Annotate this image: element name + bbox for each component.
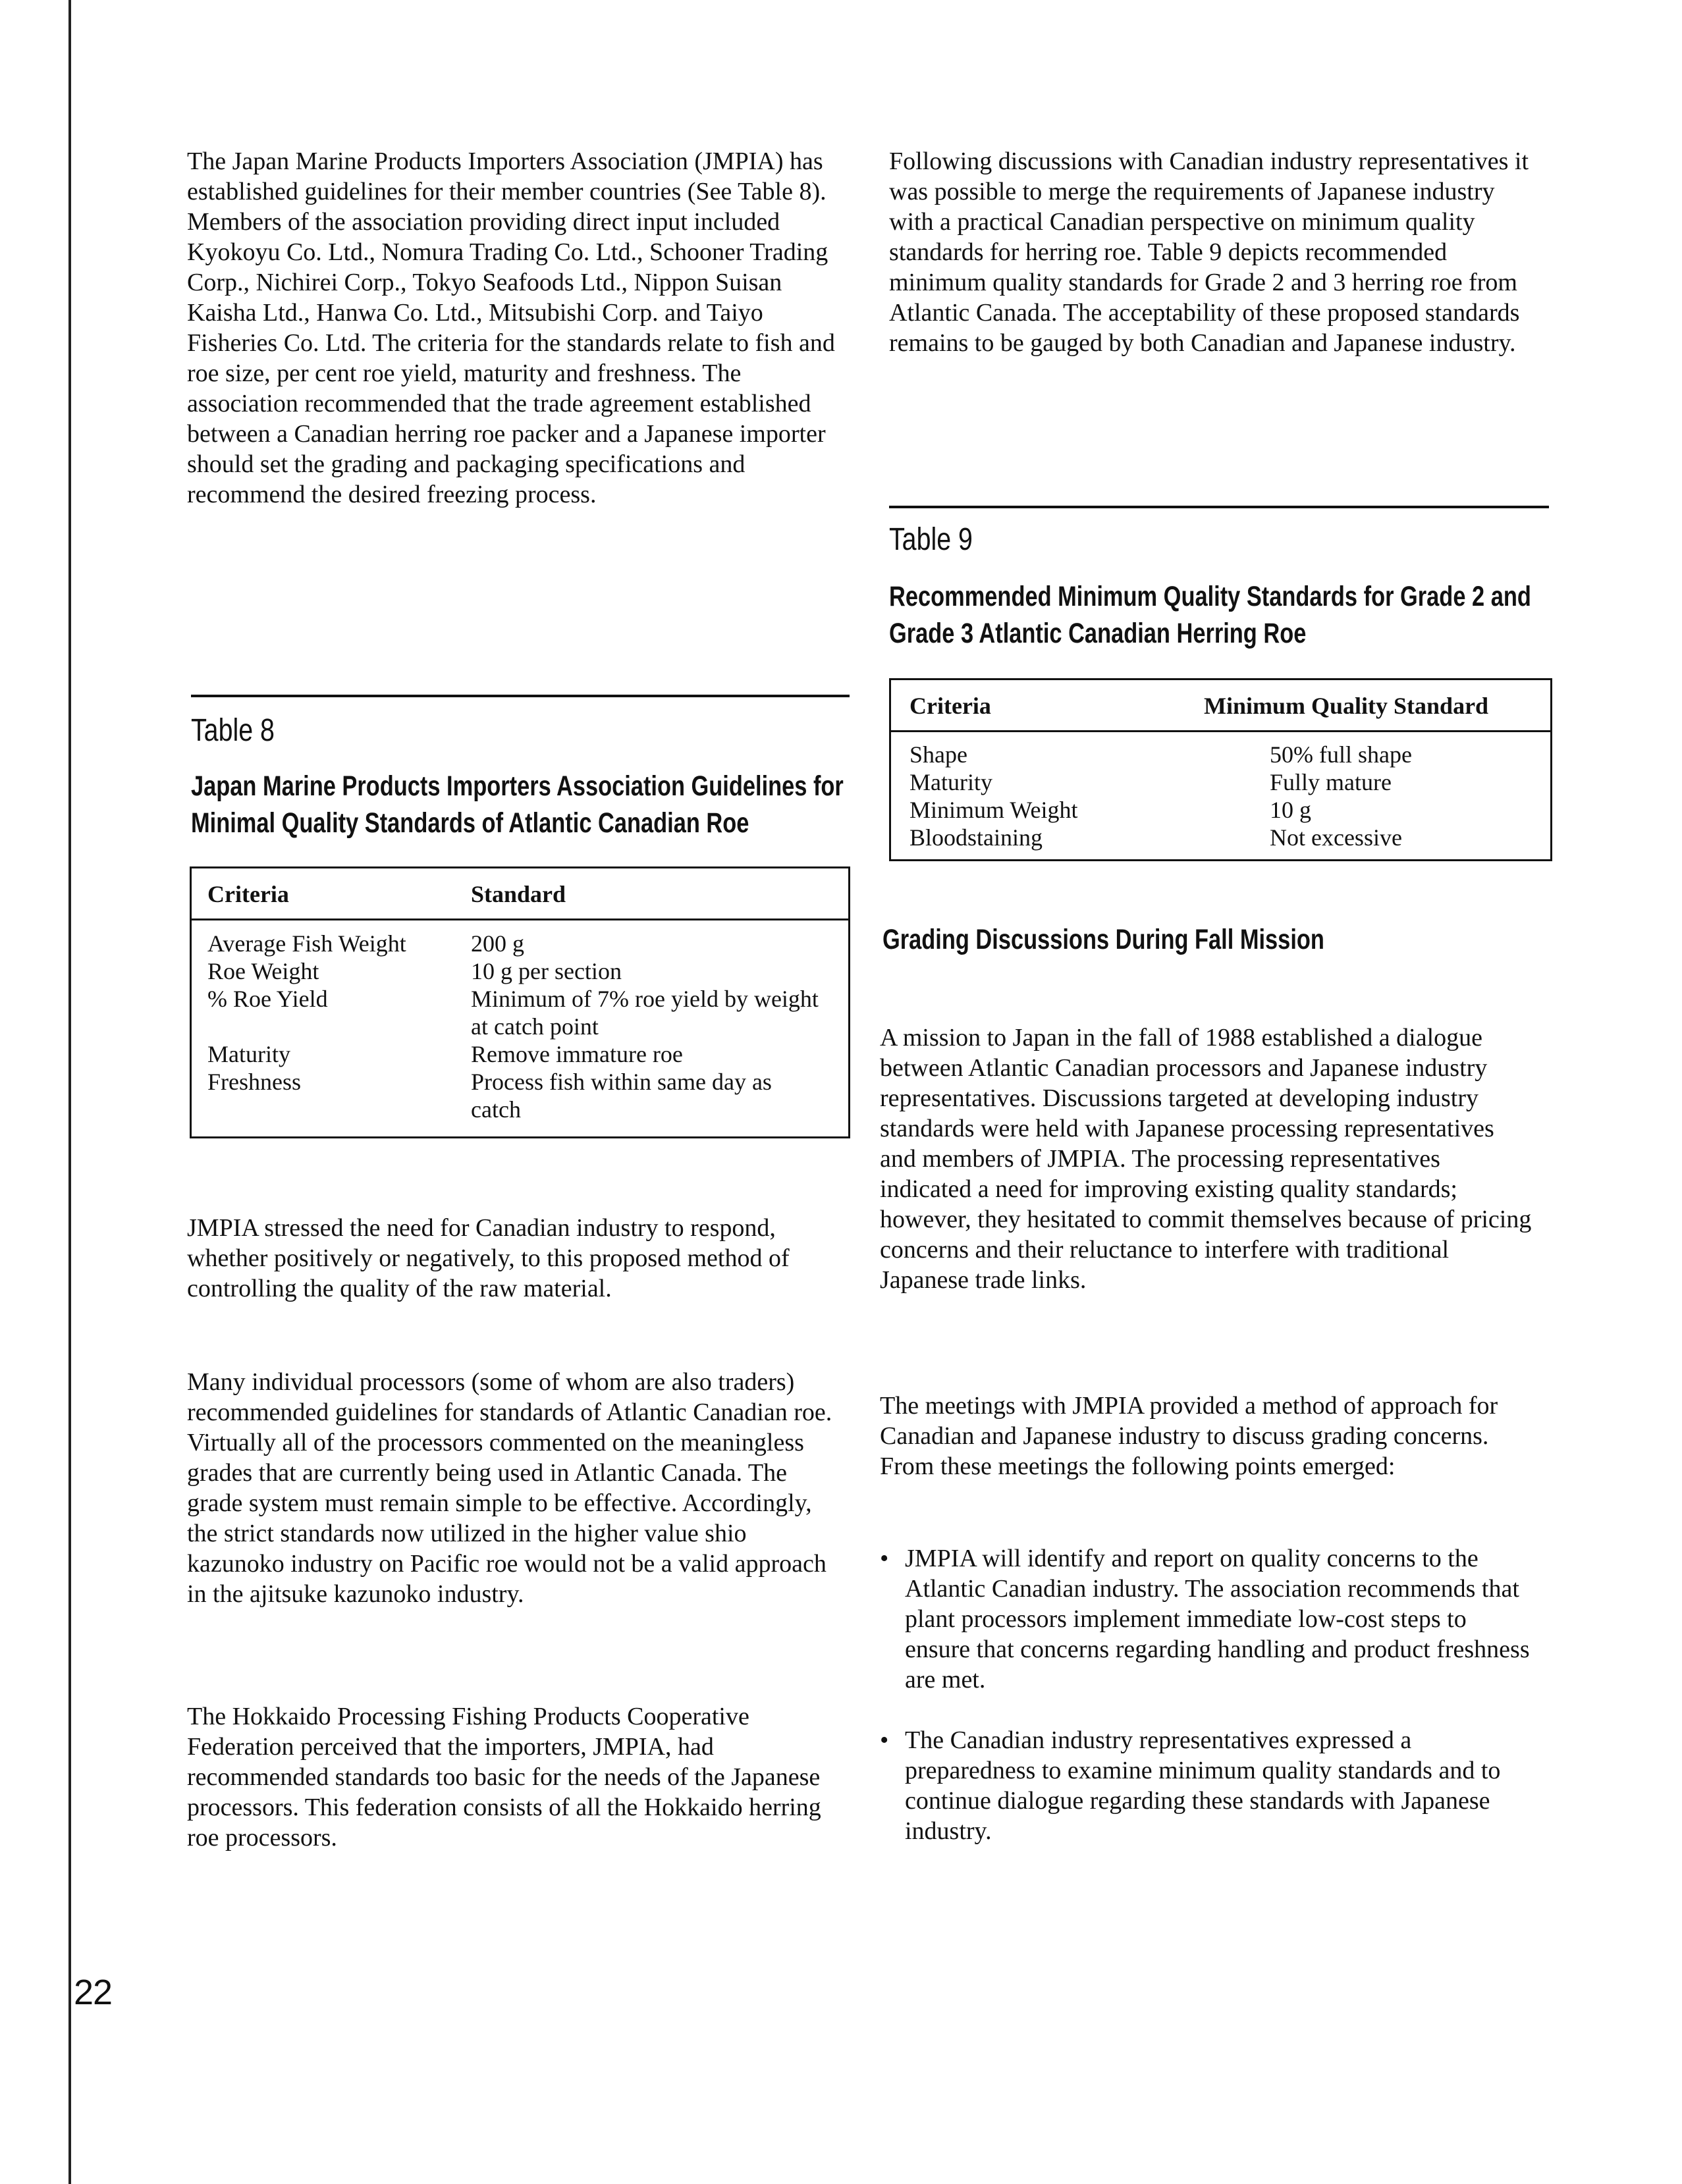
table9-header-standard: Minimum Quality Standard [1204, 693, 1489, 719]
table9-cell-standard: 50% full shape [1270, 741, 1412, 768]
table8-cell-criteria: Roe Weight [207, 958, 319, 984]
right-paragraph-3-block [880, 1391, 1532, 1481]
table9-top-rule [889, 506, 1549, 508]
page-number: 22 [74, 1973, 113, 2012]
bullet-icon: • [880, 1726, 889, 1754]
table8-cell-criteria: Freshness [207, 1069, 301, 1095]
table8 [190, 866, 850, 1138]
page-margin-rule [68, 0, 71, 2184]
left-paragraph-2: JMPIA stressed the need for Canadian industry to respond, whether positively or negatively, to this proposed method of controlling the quality of the raw material. [187, 1214, 790, 1302]
right-paragraph-1: Following discussions with Canadian industry representatives it was possible to merge the requirements of Japanese industry with a practical Canadian perspective on minimum quality standards for herring roe. Table 9 depicts recommended minimum quality standards for Grade 2 and 3 herring roe from Atlantic Canada. The acceptability of these proposed standards remains to be gauged by both Canadian and Japanese industry. [889, 147, 1529, 357]
left-paragraph-1: The Japan Marine Products Importers Association (JMPIA) has established guidelines for their member countries (See Table 8). Members of the association providing direct input included Kyokoyu Co. Ltd., Nomura Trading Co. Ltd., Schooner Trading Corp., Nichirei Corp., Tokyo Seafoods Ltd., Nippon Suisan Kaisha Ltd., Hanwa Co. Ltd., Mitsubishi Corp. and Taiyo Fisheries Co. Ltd. The criteria for the standards relate to fish and roe size, per cent roe yield, maturity and freshness. The association recommended that the trade agreement established between a Canadian herring roe packer and a Japanese importer should set the grading and packaging specifications and recommend the desired freezing process. [187, 147, 835, 508]
table9-header-criteria: Criteria [909, 693, 991, 719]
bullet-item [880, 1543, 1532, 1695]
table9-header-row [891, 680, 1550, 732]
table8-header-row [192, 868, 848, 920]
left-paragraph-4-block [187, 1701, 846, 1853]
table8-top-rule [191, 695, 850, 697]
bullet-item [880, 1725, 1532, 1846]
table9-cell-criteria: Maturity [909, 769, 992, 795]
right-intro-paragraph-block [889, 146, 1534, 358]
left-intro-paragraph-block [187, 146, 846, 510]
table9-cell-standard: 10 g [1270, 797, 1311, 823]
table8-cell-criteria: Maturity [207, 1041, 290, 1067]
right-paragraph-2: A mission to Japan in the fall of 1988 established a dialogue between Atlantic Canadian processors and Japanese industry representatives. Discussions targeted at developing industry standards were held with Japanese processing representatives and members of JMPIA. The processing representatives indicated a need for improving existing quality standards; however, they hesitated to commit themselves because of pricing concerns and their reluctance to interfere with traditional Japanese trade links. [880, 1024, 1532, 1294]
right-paragraph-2-block [880, 1023, 1532, 1295]
left-paragraph-3-block [187, 1367, 846, 1609]
table8-cell-criteria: % Roe Yield [207, 986, 328, 1012]
right-paragraph-3: The meetings with JMPIA provided a method of approach for Canadian and Japanese industry to discuss grading concerns. From these meetings the following points emerged: [880, 1392, 1498, 1480]
table8-cell-standard: Remove immature roe [471, 1041, 683, 1067]
table8-cell-standard: 10 g per section [471, 958, 622, 984]
table9-cell-criteria: Bloodstaining [909, 824, 1043, 851]
table9 [889, 678, 1552, 861]
table9-label: Table 9 [889, 522, 973, 557]
left-paragraph-3: Many individual processors (some of whom are also traders) recommended guidelines for standards of Atlantic Canadian roe. Virtually all of the processors commented on the meaningless grades that are currently being used in Atlantic Canada. The grade system must remain simple to be effective. Accordingly, the strict standards now utilized in the higher value shio kazunoko industry on Pacific roe would not be a valid approach in the ajitsuke kazunoko industry. [187, 1368, 832, 1608]
table9-cell-standard: Not excessive [1270, 824, 1402, 851]
table9-title: Recommended Minimum Quality Standards for Grade 2 and Grade 3 Atlantic Canadian Herring Roe [889, 581, 1531, 649]
bullet-list [880, 1543, 1532, 1877]
table8-header-standard: Standard [471, 881, 566, 907]
table8-header-criteria: Criteria [207, 881, 289, 907]
left-paragraph-4: The Hokkaido Processing Fishing Products Cooperative Federation perceived that the importers, JMPIA, had recommended standards too basic for the needs of the Japanese processors. This federation consists of all the Hokkaido herring roe processors. [187, 1703, 821, 1851]
bullet-icon: • [880, 1545, 889, 1572]
table9-cell-criteria: Shape [909, 741, 967, 768]
table8-title: Japan Marine Products Importers Association Guidelines for Minimal Quality Standards of Atlantic Canadian Roe [191, 770, 844, 839]
table8-cell-standard: 200 g [471, 930, 524, 957]
table8-cell-standard: Process fish within same day as catch [471, 1069, 772, 1123]
section-heading-grading-discussions: Grading Discussions During Fall Mission [882, 924, 1324, 955]
table8-cell-standard: Minimum of 7% roe yield by weight at catch point [471, 986, 819, 1040]
table9-cell-standard: Fully mature [1270, 769, 1392, 795]
table8-label: Table 8 [191, 713, 275, 748]
table8-cell-criteria: Average Fish Weight [207, 930, 406, 957]
bullet-text: JMPIA will identify and report on quality concerns to the Atlantic Canadian industry. The association recommends that plant processors implement immediate low-cost steps to ensure that concerns regarding handling and product freshness are met. [905, 1545, 1530, 1693]
bullet-text: The Canadian industry representatives expressed a preparedness to examine minimum quality standards and to continue dialogue regarding these standards with Japanese industry. [905, 1726, 1501, 1845]
left-paragraph-2-block [187, 1213, 846, 1304]
table9-cell-criteria: Minimum Weight [909, 797, 1078, 823]
